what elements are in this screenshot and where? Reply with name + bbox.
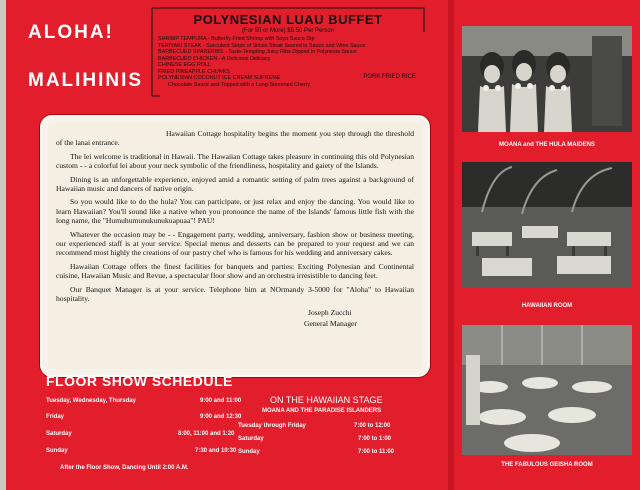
menu-item-fried-rice: PORK FRIED RICE [363,74,416,80]
letter-paragraph: Our Banquet Manager is at your service. Telephone him at NOrmandy 3-5000 for "Aloha" to Hawaiian hospitality. [56,284,414,304]
schedule-times: 9:00 and 11:00 [200,398,242,404]
photo-caption: HAWAIIAN ROOM [521,303,573,309]
menu-item: BARBECUED CHICKEN - A Delicious Delicacy [158,55,271,62]
schedule-times: 8:00, 11:00 and 1:20 [178,431,235,437]
menu-item: SHRIMP TEMPURA - Butterfly Fried Shrimp with Soya Sauce Dip [158,36,315,42]
welcome-letter-card [42,117,428,375]
letter-paragraph: So you would like to do the hula? You can participate, or just relax and enjoy the dancing. You would like to learn Hawaiian? You'll sound like a native when you pronounce the name of the Islands' famous little fish with the long name, the "Humuhumunukunukuapuaa"! PAU! [56,197,414,226]
photo-geisha-room [462,325,632,455]
schedule-day: Saturday [46,431,72,437]
menu-title: POLYNESIAN LUAU BUFFET [193,12,383,27]
stage-day: Sunday [238,449,260,455]
heading-malihinis: MALIHINIS [28,70,144,91]
schedule-day: Sunday [46,448,68,454]
stage-day: Tuesday through Friday [238,423,306,429]
floor-show-title: FLOOR SHOW SCHEDULE [46,373,233,389]
stage-day: Saturday [238,436,264,442]
photo-caption: THE FABULOUS GEISHA ROOM [501,462,593,468]
menu-item: POLYNESIAN COCONUT ICE CREAM SUPREME [158,75,281,81]
luau-buffet-menu [152,6,424,120]
stage-times: 7:00 to 11:00 [358,449,395,455]
menu-subtitle: (For 50 or More) $6.50 Per Person [241,28,335,34]
signature-title: General Manager [304,318,357,328]
stage-times: 7:00 to 12:00 [354,423,391,429]
stage-subtitle: MOANA AND THE PARADISE ISLANDERS [262,408,382,414]
photo-caption: MOANA and THE HULA MAIDENS [499,142,595,148]
photo-hula-maidens [462,26,632,132]
welcome-letter [56,129,414,330]
photo-hawaiian-room [462,162,632,288]
stage-times: 7:00 to 1:00 [358,436,392,442]
schedule-day: Tuesday, Wednesday, Thursday [46,398,136,404]
menu-item: TERIYAKI STEAK - Succulent Strips of Sirloin Steak Seared in Sauce and Wine Sauce [158,42,366,49]
floor-show-footer: After the Floor Show, Dancing Until 2:00 A.M. [60,465,189,471]
letter-paragraph: Whatever the occasion may be - - Engagement party, wedding, anniversary, fashion show or business meeting, our experienced staff is at your service. Special menus and desserts can be prepared to your request and we can recommend most highly the creations of our pastry chef who is famous for his wedding and anniversary cakes. [56,229,414,258]
menu-item: BARBECUED SPARERIBS - Taste-Tempting Juicy Ribs Dipped in Polynesia Sauce [158,49,357,55]
schedule-times: 7:30 and 10:30 [195,448,237,454]
menu-item: CHINESE EGG ROLL [158,62,212,68]
menu-item: Chocolate Sauce and Topped with a Long-Stemmed Cherry [168,81,311,88]
letter-paragraph: Hawaiian Cottage hospitality begins the moment you step through the threshold of the lanai entrance. [56,129,414,148]
letter-paragraph: The lei welcome is traditional in Hawaii. The Hawaiian Cottage takes pleasure in continuing this old Polynesian custom - - a colorful lei about your neck symbolic of the friendliness, hospitality and gaiety of the Islands. [56,151,414,171]
letter-paragraph: Hawaiian Cottage offers the finest facilities for banquets and parties: Exciting Polynesian and Continental cuisine, Hawaiian Music and Revue, a spectacular floor show and an orchestra irresistible to dancing feet. [56,261,414,281]
signature-name: Joseph Zucchi [308,307,352,317]
stage-title: ON THE HAWAIIAN STAGE [270,395,383,405]
schedule-times: 9:00 and 12:30 [200,414,242,420]
schedule-day: Friday [46,414,65,420]
menu-item: FRIED PINEAPPLE CHUNKS [158,68,230,75]
heading-aloha: ALOHA! [28,22,114,43]
letter-paragraph: Dining is an unforgettable experience, enjoyed amid a romantic setting of palm trees against a background of Hawaiian music and dancers of native origin. [56,174,414,194]
